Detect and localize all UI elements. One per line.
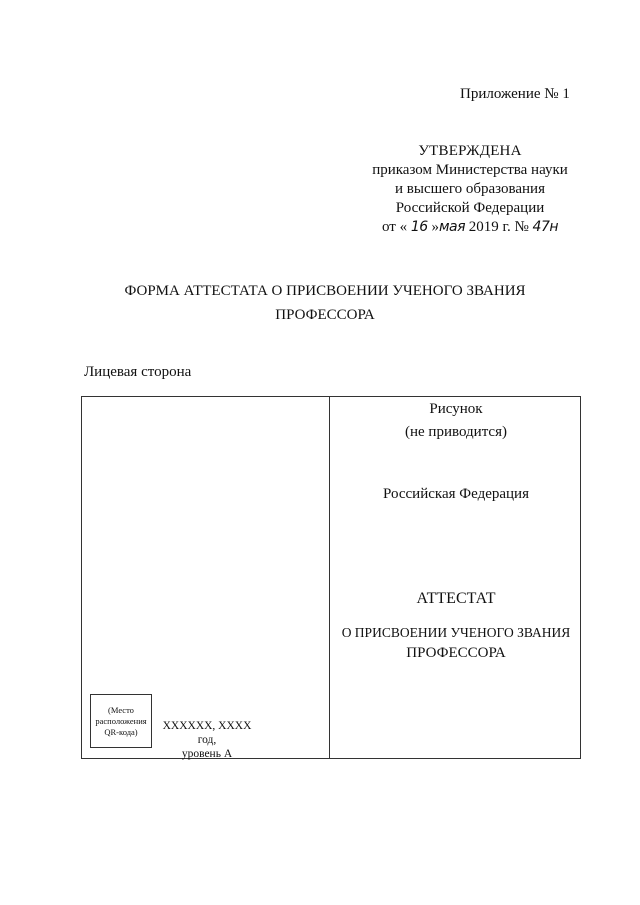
document-title: АТТЕСТАТ	[416, 590, 496, 607]
approval-date-line	[355, 218, 585, 237]
document-subtitle	[331, 623, 581, 663]
serial-line-1: XXXXXX, XXXX год,	[162, 720, 252, 746]
picture-placeholder	[331, 398, 581, 444]
document-rank: ПРОФЕССОРА	[406, 645, 506, 661]
approval-title: УТВЕРЖДЕНА	[418, 143, 522, 159]
country-name: Российская Федерация	[383, 486, 529, 502]
approval-block	[355, 142, 585, 237]
approval-line-3: Российской Федерации	[395, 200, 545, 216]
approval-line-2: и высшего образования	[395, 181, 545, 197]
form-title	[60, 279, 590, 327]
qr-placeholder-text: (Место расположения QR-кода)	[95, 704, 147, 737]
document-subtitle-line: О ПРИСВОЕНИИ УЧЕНОГО ЗВАНИЯ	[341, 625, 571, 640]
picture-label: Рисунок	[429, 401, 483, 417]
date-prefix: от «	[382, 219, 408, 235]
qr-code-placeholder	[90, 694, 152, 748]
serial-line-2: уровень А	[181, 748, 233, 760]
date-year: 2019 г. №	[468, 219, 529, 235]
appendix-label: Приложение № 1	[460, 86, 570, 102]
picture-note: (не приводится)	[405, 424, 507, 440]
handwritten-number: 47н	[532, 219, 558, 235]
handwritten-day: 16	[410, 219, 428, 235]
date-mid: »	[431, 219, 439, 235]
approval-line-1: приказом Министерства науки	[372, 162, 568, 178]
side-label: Лицевая сторона	[84, 364, 192, 380]
serial-number	[152, 719, 262, 761]
certificate-divider	[329, 396, 330, 759]
certificate-frame	[81, 396, 581, 759]
handwritten-month: мая	[438, 219, 465, 235]
form-title-line-2: ПРОФЕССОРА	[275, 307, 375, 323]
form-title-line-1: ФОРМА АТТЕСТАТА О ПРИСВОЕНИИ УЧЕНОГО ЗВАНИЯ	[124, 283, 526, 299]
